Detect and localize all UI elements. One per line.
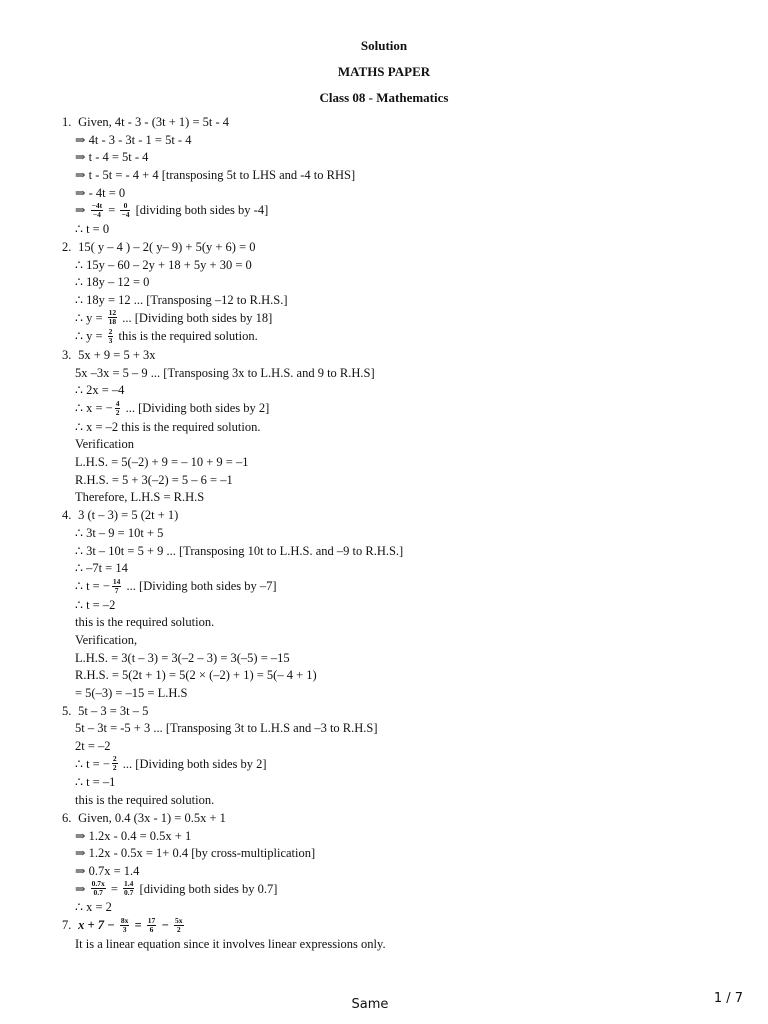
q4-line-6: ∴ t = –2 bbox=[75, 597, 116, 612]
q6-fraction-1 bbox=[91, 880, 106, 897]
q5-l4-pre: ∴ t = − bbox=[75, 756, 110, 771]
q1-l6-post: [dividing both sides by -4] bbox=[135, 203, 269, 218]
q3-f1-num: 4 bbox=[115, 398, 120, 408]
q7-expr-start: x + 7 − bbox=[78, 917, 115, 932]
q3-fraction-1 bbox=[115, 400, 121, 417]
q7-f3-num: 5x bbox=[175, 915, 183, 925]
q2-line-4: ∴ 18y = 12 ... [Transposing –12 to R.H.S.] bbox=[75, 292, 288, 307]
q3-line-9: Therefore, L.H.S = R.H.S bbox=[75, 490, 205, 505]
q4-line-7: this is the required solution. bbox=[75, 615, 215, 630]
q2-f1-num: 12 bbox=[108, 308, 117, 318]
q3-l4-pre: ∴ x = − bbox=[75, 401, 113, 415]
q2-line-6 bbox=[62, 328, 752, 347]
q6-f2-den: 0.7 bbox=[124, 888, 134, 898]
q1-f1-den: −4 bbox=[92, 210, 101, 220]
solutions-body bbox=[62, 114, 752, 953]
q7-number: 7. bbox=[62, 917, 72, 932]
q7-f2-num: 17 bbox=[147, 915, 156, 925]
q7-line-1 bbox=[62, 917, 752, 936]
q1-line-3: ⇒ t - 4 = 5t - 4 bbox=[75, 150, 149, 165]
q5-number: 5. bbox=[62, 703, 72, 718]
q4-line-4: ∴ –7t = 14 bbox=[75, 561, 128, 576]
q2-f2-den: 3 bbox=[108, 335, 113, 345]
q3-line-1 bbox=[62, 347, 752, 365]
q2-l5-pre: ∴ y = bbox=[75, 310, 103, 325]
q4-line-11: = 5(–3) = –15 = L.H.S bbox=[75, 686, 188, 700]
q6-line-5 bbox=[62, 881, 752, 900]
q7-minus: − bbox=[161, 917, 169, 932]
q5-f1-den: 2 bbox=[112, 763, 117, 773]
q4-line-3: ∴ 3t – 10t = 5 + 9 ... [Transposing 10t to L.H.S. and –9 to R.H.S.] bbox=[75, 543, 404, 558]
q6-line-2: ⇒ 1.2x - 0.4 = 0.5x + 1 bbox=[75, 828, 192, 843]
q6-line-3: ⇒ 1.2x - 0.5x = 1+ 0.4 [by cross-multiplication] bbox=[75, 846, 316, 861]
q5-line-5: ∴ t = –1 bbox=[75, 775, 116, 790]
q1-line-6 bbox=[62, 202, 752, 221]
q2-l6-post: this is the required solution. bbox=[118, 329, 258, 344]
q5-line-3: 2t = –2 bbox=[75, 739, 111, 754]
q6-f1-num: 0.7x bbox=[91, 879, 105, 889]
q2-l6-pre: ∴ y = bbox=[75, 329, 103, 344]
q4-line-10: R.H.S. = 5(2t + 1) = 5(2 × (–2) + 1) = 5(– 4 + 1) bbox=[75, 668, 317, 683]
q4-f1-den: 7 bbox=[114, 585, 119, 595]
q6-line-6: ∴ x = 2 bbox=[75, 900, 112, 915]
q2-fraction-1 bbox=[108, 309, 118, 326]
solution-heading: Solution bbox=[360, 38, 408, 53]
q1-l6-pre: ⇒ bbox=[75, 203, 86, 218]
q4-text-1: 3 (t – 3) = 5 (2t + 1) bbox=[78, 508, 179, 523]
q2-l5-post: ... [Dividing both sides by 18] bbox=[122, 310, 273, 325]
q6-text-1: Given, 0.4 (3x - 1) = 0.5x + 1 bbox=[78, 810, 226, 825]
q1-f1-num: −4t bbox=[91, 201, 103, 211]
q3-line-3: ∴ 2x = –4 bbox=[75, 383, 125, 398]
q3-line-2: 5x –3x = 5 – 9 ... [Transposing 3x to L.H.S. and 9 to R.H.S] bbox=[75, 365, 375, 380]
q7-f1-num: 8x bbox=[120, 915, 129, 925]
q2-line-3: ∴ 18y – 12 = 0 bbox=[75, 275, 150, 290]
q6-line-4: ⇒ 0.7x = 1.4 bbox=[75, 863, 140, 878]
q3-f1-den: 2 bbox=[115, 407, 120, 417]
q6-fraction-2 bbox=[123, 880, 134, 897]
q3-l4-post: ... [Dividing both sides by 2] bbox=[125, 401, 270, 415]
q4-line-8: Verification, bbox=[75, 632, 138, 647]
q4-line-1 bbox=[62, 507, 752, 525]
q3-number: 3. bbox=[62, 347, 72, 362]
q4-f1-num: 14 bbox=[112, 576, 121, 586]
q1-line-1 bbox=[62, 114, 752, 132]
q1-fraction-2 bbox=[120, 202, 130, 219]
q7-fraction-1 bbox=[120, 917, 130, 934]
q2-text-1: 15( y – 4 ) – 2( y– 9) + 5(y + 6) = 0 bbox=[78, 239, 256, 254]
footer-label: Same bbox=[351, 997, 389, 1012]
q4-fraction-1 bbox=[112, 578, 122, 595]
q2-line-2: ∴ 15y – 60 – 2y + 18 + 5y + 30 = 0 bbox=[75, 257, 252, 272]
q1-f2-num: 0 bbox=[120, 202, 130, 211]
q1-f2-den: −4 bbox=[121, 210, 130, 220]
q1-text-1: Given, 4t - 3 - (3t + 1) = 5t - 4 bbox=[78, 115, 230, 129]
q1-fraction-1 bbox=[91, 202, 104, 219]
q4-number: 4. bbox=[62, 508, 72, 523]
q3-text-1: 5x + 9 = 5 + 3x bbox=[78, 347, 156, 362]
q7-f3-den: 2 bbox=[176, 924, 181, 934]
class-title: Class 08 - Mathematics bbox=[319, 90, 449, 105]
q3-line-8: R.H.S. = 5 + 3(–2) = 5 – 6 = –1 bbox=[75, 472, 233, 487]
q7-eq: = bbox=[134, 917, 142, 932]
q1-number: 1. bbox=[62, 115, 72, 129]
q6-f2-num: 1.4 bbox=[124, 879, 134, 889]
q5-f1-num: 2 bbox=[112, 754, 117, 764]
q6-l5-pre: ⇒ bbox=[75, 881, 86, 896]
q5-line-6: this is the required solution. bbox=[75, 793, 215, 808]
q5-line-2: 5t – 3t = -5 + 3 ... [Transposing 3t to L.H.S and –3 to R.H.S] bbox=[75, 721, 378, 736]
q2-f1-den: 18 bbox=[108, 317, 117, 327]
page-indicator: 1 / 7 bbox=[713, 991, 743, 1006]
q4-line-2: ∴ 3t – 9 = 10t + 5 bbox=[75, 525, 164, 540]
q2-f2-num: 2 bbox=[108, 326, 113, 336]
q7-line-2: It is a linear equation since it involves linear expressions only. bbox=[75, 936, 386, 951]
q3-line-7: L.H.S. = 5(–2) + 9 = – 10 + 9 = –1 bbox=[75, 455, 249, 470]
q2-line-5 bbox=[62, 310, 752, 329]
q6-f1-den: 0.7 bbox=[93, 888, 103, 898]
q4-l5-post: ... [Dividing both sides by –7] bbox=[126, 578, 277, 593]
q5-line-4 bbox=[62, 756, 752, 775]
q6-line-1 bbox=[62, 810, 752, 828]
q3-line-6: Verification bbox=[75, 437, 135, 452]
q5-fraction-1 bbox=[112, 755, 118, 772]
q6-l5-eq: = bbox=[110, 881, 118, 896]
q1-line-2: ⇒ 4t - 3 - 3t - 1 = 5t - 4 bbox=[75, 132, 192, 147]
q4-l5-pre: ∴ t = − bbox=[75, 578, 110, 593]
paper-title: MATHS PAPER bbox=[337, 64, 431, 79]
q4-line-9: L.H.S. = 3(t – 3) = 3(–2 – 3) = 3(–5) = –15 bbox=[75, 650, 290, 665]
q7-f2-den: 6 bbox=[149, 924, 154, 934]
q5-l4-post: ... [Dividing both sides by 2] bbox=[122, 756, 267, 771]
q1-line-4: ⇒ t - 5t = - 4 + 4 [transposing 5t to LHS and -4 to RHS] bbox=[75, 168, 356, 183]
q3-line-5: ∴ x = –2 this is the required solution. bbox=[75, 419, 261, 434]
q7-f1-den: 3 bbox=[122, 924, 127, 934]
q6-number: 6. bbox=[62, 810, 72, 825]
q2-line-1 bbox=[62, 239, 752, 257]
q2-fraction-2 bbox=[108, 328, 114, 345]
q1-l6-eq: = bbox=[108, 203, 116, 218]
q3-line-4 bbox=[62, 400, 752, 419]
q4-line-5 bbox=[62, 578, 752, 597]
q5-text-1: 5t – 3 = 3t – 5 bbox=[78, 703, 149, 718]
q2-number: 2. bbox=[62, 239, 72, 254]
q7-fraction-3 bbox=[174, 917, 184, 934]
q1-line-5: ⇒ - 4t = 0 bbox=[75, 185, 126, 200]
q7-fraction-2 bbox=[147, 917, 157, 934]
q5-line-1 bbox=[62, 703, 752, 721]
q6-l5-post: [dividing both sides by 0.7] bbox=[139, 881, 278, 896]
q1-line-7: ∴ t = 0 bbox=[75, 222, 110, 237]
